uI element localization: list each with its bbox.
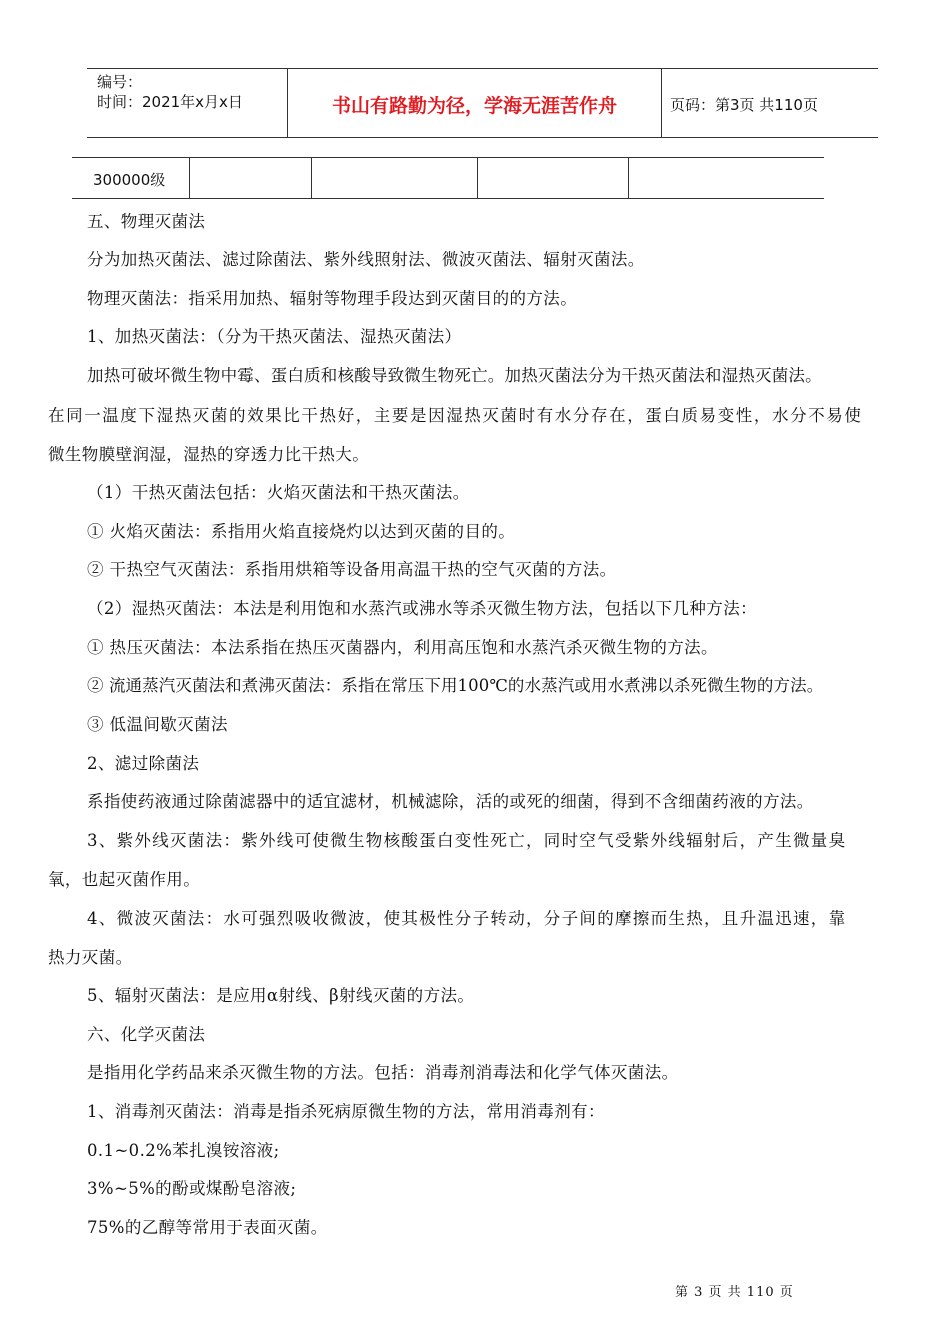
paragraph-line: （2）湿热灭菌法：本法是利用饱和水蒸汽或沸水等杀灭微生物方法，包括以下几种方法： bbox=[87, 599, 757, 618]
grade-table-row bbox=[72, 157, 824, 199]
document-number-label: 编号： bbox=[97, 73, 143, 91]
paragraph-line: 物理灭菌法：指采用加热、辐射等物理手段达到灭菌目的的方法。 bbox=[87, 289, 578, 308]
table-cell bbox=[629, 158, 824, 198]
subsection-heading: 5、辐射灭菌法：是应用α射线、β射线灭菌的方法。 bbox=[87, 986, 475, 1005]
paragraph-line: 在同一温度下湿热灭菌的效果比干热好，主要是因湿热灭菌时有水分存在，蛋白质易变性，水分不易使 bbox=[48, 406, 863, 425]
page-header bbox=[87, 68, 878, 138]
paragraph-line: 是指用化学药品来杀灭微生物的方法。包括：消毒剂消毒法和化学气体灭菌法。 bbox=[87, 1063, 679, 1082]
list-item: ② 流通蒸汽灭菌法和煮沸灭菌法：系指在常压下用100℃的水蒸汽或用水煮沸以杀死微生物的方法。 bbox=[87, 676, 824, 695]
list-item: 0.1~0.2%苯扎溴铵溶液; bbox=[87, 1141, 280, 1160]
list-item: 75%的乙醇等常用于表面灭菌。 bbox=[87, 1218, 328, 1237]
table-cell bbox=[312, 158, 478, 198]
section-heading: 五、物理灭菌法 bbox=[87, 212, 206, 231]
paragraph-line: 氧，也起灭菌作用。 bbox=[48, 870, 201, 889]
document-time-label: 时间：2021年x月x日 bbox=[97, 93, 243, 111]
paragraph-line: 加热可破坏微生物中霉、蛋白质和核酸导致微生物死亡。加热灭菌法分为干热灭菌法和湿热灭菌法。 bbox=[87, 366, 822, 385]
header-info-cell bbox=[87, 69, 288, 137]
header-page-cell bbox=[662, 69, 878, 137]
list-item: 3%~5%的酚或煤酚皂溶液; bbox=[87, 1179, 297, 1198]
paragraph-line: 3、紫外线灭菌法：紫外线可使微生物核酸蛋白变性死亡，同时空气受紫外线辐射后，产生微量臭 bbox=[87, 831, 847, 850]
list-item: ③ 低温间歇灭菌法 bbox=[87, 715, 228, 734]
section-heading: 六、化学灭菌法 bbox=[87, 1025, 206, 1044]
paragraph-line: 热力灭菌。 bbox=[48, 948, 133, 967]
paragraph-line: 系指使药液通过除菌滤器中的适宜滤材，机械滤除，活的或死的细菌，得到不含细菌药液的方法。 bbox=[87, 792, 814, 811]
header-motto-cell bbox=[288, 69, 662, 137]
motto-text: 书山有路勤为径，学海无涯苦作舟 bbox=[331, 95, 617, 117]
paragraph-line: 4、微波灭菌法：水可强烈吸收微波，使其极性分子转动，分子间的摩擦而生热，且升温迅速，靠 bbox=[87, 909, 847, 928]
table-cell bbox=[72, 158, 190, 198]
paragraph-line: （1）干热灭菌法包括：火焰灭菌法和干热灭菌法。 bbox=[87, 483, 470, 502]
subsection-heading: 1、消毒剂灭菌法：消毒是指杀死病原微生物的方法，常用消毒剂有： bbox=[87, 1102, 605, 1121]
page-footer: 第 3 页 共 110 页 bbox=[675, 1285, 794, 1300]
paragraph-line: 分为加热灭菌法、滤过除菌法、紫外线照射法、微波灭菌法、辐射灭菌法。 bbox=[87, 250, 645, 269]
grade-label: 300000级 bbox=[93, 171, 166, 189]
subsection-heading: 1、加热灭菌法：（分为干热灭菌法、湿热灭菌法） bbox=[87, 327, 462, 346]
table-cell bbox=[478, 158, 629, 198]
subsection-heading: 2、滤过除菌法 bbox=[87, 754, 200, 773]
list-item: ② 干热空气灭菌法：系指用烘箱等设备用高温干热的空气灭菌的方法。 bbox=[87, 560, 617, 579]
list-item: ① 火焰灭菌法：系指用火焰直接烧灼以达到灭菌的目的。 bbox=[87, 522, 516, 541]
paragraph-line: 微生物膜壁润湿，湿热的穿透力比干热大。 bbox=[48, 445, 370, 464]
list-item: ① 热压灭菌法：本法系指在热压灭菌器内，利用高压饱和水蒸汽杀灭微生物的方法。 bbox=[87, 638, 718, 657]
page-number-label: 页码：第3页 共110页 bbox=[670, 96, 818, 114]
table-cell bbox=[190, 158, 312, 198]
